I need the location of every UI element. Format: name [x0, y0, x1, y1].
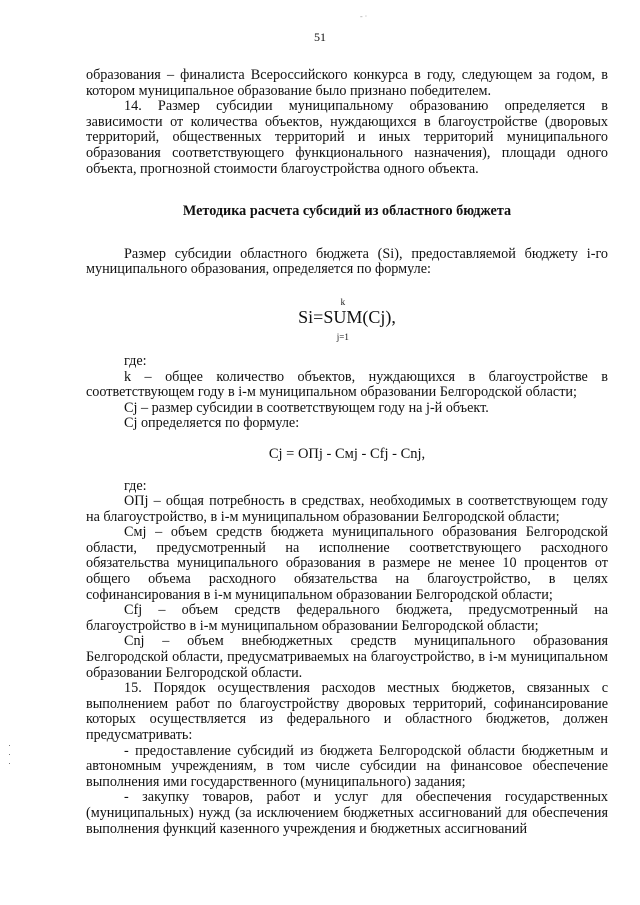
formula-sum: SUM — [323, 306, 363, 327]
formula-upper-limit: k — [340, 296, 346, 307]
definition-cj: Cj – размер субсидии в соответствующем году на j-й объект. — [124, 399, 489, 416]
paragraph-14: 14. Размер субсидии муниципальному образованию определяется в зависимости от количества объектов, нуждающихся в благоустройстве (дворовых территорий, общественных территорий и иных территорий муниципального образования соответствующего функционального назначения), площади одного объекта, прогнозной стоимости благоустройства одного объекта. — [86, 98, 608, 177]
definition-k: k – общее количество объектов, нуждающихся в благоустройстве в соответствующем году в i-м муниципальном образовании Белгородской области; — [86, 368, 608, 401]
scan-edge-marks — [8, 745, 12, 775]
list-item-1: - предоставление субсидий из бюджета Белгородской области бюджетным и автономным учреждениям, в том числе субсидии на финансовое обеспечение выполнения ими государственного (муниципального) задания; — [86, 742, 608, 790]
paragraph-intro: Размер субсидии областного бюджета (Si), предоставляемой бюджету i-го муниципального образования, определяется по формуле: — [86, 245, 608, 278]
paragraph-continuation: образования – финалиста Всероссийского конкурса в году, следующем за годом, в котором муниципальное образование было признано победителем. — [86, 67, 608, 99]
definition-cnj: Cnj – объем внебюджетных средств муниципального образования Белгородской области, предусматриваемых на благоустройство, в i-м муниципальном образовании Белгородской области. — [86, 633, 608, 681]
paragraph-15: 15. Порядок осуществления расходов местных бюджетов, связанных с выполнением работ по благоустройству дворовых территорий, софинансирование которых осуществляется из федерального и областного бюджетов, должен предусматривать: — [86, 680, 608, 743]
where-label-2: где: — [124, 477, 147, 494]
formula-lhs: Si= — [298, 306, 324, 327]
formula-lower-limit: j=1 — [336, 331, 349, 342]
scan-artifact: ‐ · — [360, 12, 368, 21]
definition-cmj: Cмj – объем средств бюджета муниципального образования Белгородской области, предусмотренный на исполнение соответствующего расходного обязательства муниципального образования в размере не менее 10 процентов от общего объема расходного обязательства на благоустройство, в целях софинансирования в i-м муниципальном образовании Белгородской области; — [86, 524, 608, 603]
page-number: 51 — [314, 30, 326, 44]
definition-opj: ОПj – общая потребность в средствах, необходимых в соответствующем году на благоустройство, в i-м муниципальном образовании Белгородской области; — [86, 493, 608, 525]
formula-argument: (Cj), — [362, 306, 396, 327]
formula-cj: Cj = ОПj - Cмj - Cfj - Cnj, — [268, 445, 426, 462]
definition-cfj: Cfj – объем средств федерального бюджета, предусмотренный на благоустройство в i-м муниципальном образовании Белгородской области; — [86, 602, 608, 634]
formula-si — [86, 290, 608, 346]
list-item-2: - закупку товаров, работ и услуг для обеспечения государственных (муниципальных) нужд (за исключением бюджетных ассигнований для обеспечения выполнения функций казенного учреждения и бюджетных ассигнований — [86, 789, 608, 837]
cj-intro: Cj определяется по формуле: — [124, 415, 300, 432]
page-body — [86, 68, 608, 837]
section-heading: Методика расчета субсидий из областного бюджета — [182, 203, 512, 220]
where-label-1: где: — [124, 352, 147, 369]
